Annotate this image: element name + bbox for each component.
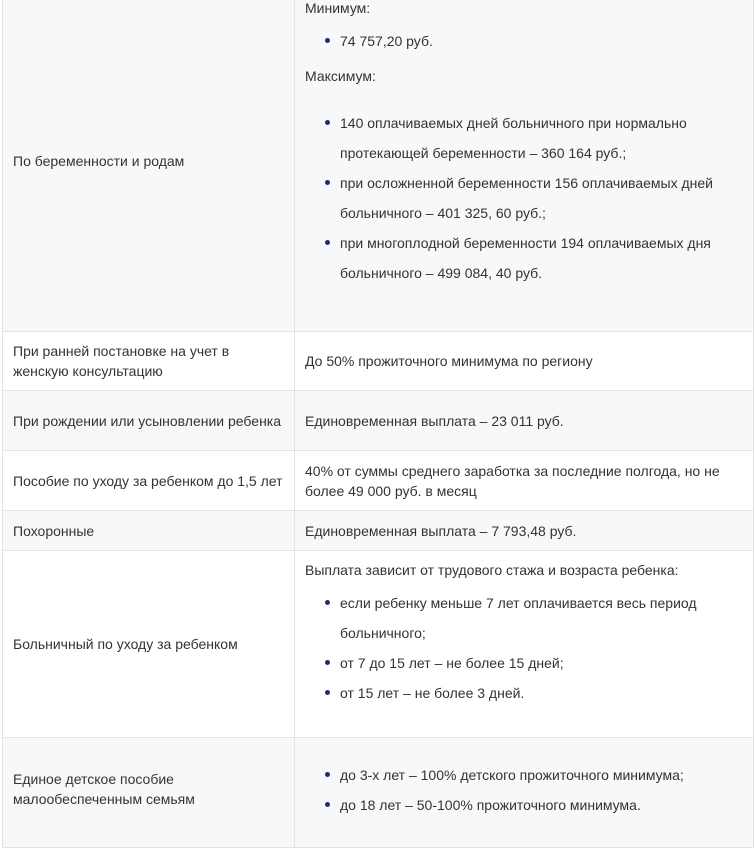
bullet-icon [325,240,330,245]
benefit-name: Больничный по уходу за ребенком [3,551,295,738]
max-heading: Максимум: [305,68,376,84]
table-row [3,332,754,391]
list-item: от 15 лет – не более 3 дней. [340,678,743,708]
benefit-details [295,551,754,738]
benefit-name: Пособие по уходу за ребенком до 1,5 лет [3,451,295,511]
bullet-icon [325,772,330,777]
bullet-icon [325,180,330,185]
table-row [3,391,754,451]
bullet-icon [325,38,330,43]
benefit-name: Единое детское пособие малообеспеченным семьям [3,738,295,848]
table-row [3,738,754,848]
bullet-icon [325,120,330,125]
max-list [305,108,743,288]
min-list [305,26,743,56]
bullet-icon [325,660,330,665]
list-item: от 7 до 15 лет – не более 15 дней; [340,648,743,678]
min-heading: Минимум: [305,0,371,16]
benefit-name: При рождении или усыновлении ребенка [3,391,295,451]
benefit-details: До 50% прожиточного минимума по региону [295,332,754,391]
list-item: до 3-х лет – 100% детского прожиточного минимума; [340,760,743,790]
benefit-details [295,0,754,332]
table-row [3,511,754,551]
benefit-details: Единовременная выплата – 7 793,48 руб. [295,511,754,551]
list-item: 140 оплачиваемых дней больничного при нормально протекающей беременности – 360 164 руб.; [340,108,743,168]
table-row [3,551,754,738]
benefit-name: Похоронные [3,511,295,551]
allowance-list [305,760,743,820]
list-item: если ребенку меньше 7 лет оплачивается весь период больничного; [340,588,743,648]
bullet-icon [325,690,330,695]
benefit-name: По беременности и родам [3,0,295,332]
table-row [3,0,754,332]
benefit-details [295,738,754,848]
benefit-name: При ранней постановке на учет в женскую консультацию [3,332,295,391]
bullet-icon [325,802,330,807]
intro-text: Выплата зависит от трудового стажа и возраста ребенка: [305,562,679,578]
benefit-details: 40% от суммы среднего заработка за последние полгода, но не более 49 000 руб. в месяц [295,451,754,511]
benefit-details: Единовременная выплата – 23 011 руб. [295,391,754,451]
list-item: до 18 лет – 50-100% прожиточного минимума. [340,790,743,820]
list-item: 74 757,20 руб. [340,26,743,56]
conditions-list [305,588,743,708]
benefits-table [2,0,754,848]
list-item: при многоплодной беременности 194 оплачиваемых дня больничного – 499 084, 40 руб. [340,228,743,288]
table-row [3,451,754,511]
list-item: при осложненной беременности 156 оплачиваемых дней больничного – 401 325, 60 руб.; [340,168,743,228]
bullet-icon [325,600,330,605]
